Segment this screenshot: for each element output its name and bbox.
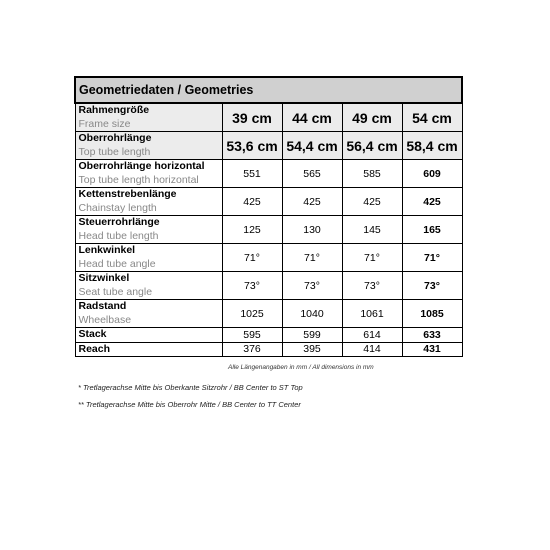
table-cell: 595 bbox=[222, 328, 282, 343]
row-label bbox=[75, 188, 222, 216]
table-cell: 71° bbox=[342, 244, 402, 272]
row-label bbox=[75, 216, 222, 244]
table-cell: 551 bbox=[222, 160, 282, 188]
row-label-de: Sitzwinkel bbox=[78, 272, 130, 284]
row-label-de: Steuerrohrlänge bbox=[78, 216, 160, 228]
table-cell: 1040 bbox=[282, 300, 342, 328]
top-tube-value: 56,4 cm bbox=[342, 132, 402, 160]
table-cell: 145 bbox=[342, 216, 402, 244]
table-cell: 73° bbox=[282, 272, 342, 300]
stack-row bbox=[75, 328, 462, 343]
row-label-en: Top tube length horizontal bbox=[78, 173, 199, 186]
table-cell: 425 bbox=[222, 188, 282, 216]
row-label-en: Seat tube angle bbox=[78, 285, 153, 298]
table-cell: 599 bbox=[282, 328, 342, 343]
table-cell: 609 bbox=[402, 160, 462, 188]
frame-size-value: 44 cm bbox=[282, 103, 342, 132]
table-cell: 425 bbox=[282, 188, 342, 216]
reach-label: Reach bbox=[75, 342, 222, 357]
table-row bbox=[75, 216, 462, 244]
table-row bbox=[75, 300, 462, 328]
frame-size-label bbox=[75, 103, 222, 132]
row-label-de: Radstand bbox=[78, 300, 127, 312]
table-cell: 431 bbox=[402, 342, 462, 357]
row-label-de: Kettenstrebenlänge bbox=[78, 188, 177, 200]
table-row bbox=[75, 244, 462, 272]
row-label bbox=[75, 160, 222, 188]
row-label bbox=[75, 300, 222, 328]
table-cell: 71° bbox=[282, 244, 342, 272]
top-tube-value: 54,4 cm bbox=[282, 132, 342, 160]
table-row bbox=[75, 272, 462, 300]
table-cell: 414 bbox=[342, 342, 402, 357]
top-tube-label-de: Oberrohrlänge bbox=[78, 132, 152, 144]
frame-size-value: 49 cm bbox=[342, 103, 402, 132]
row-label-en: Head tube angle bbox=[78, 257, 156, 270]
table-cell: 585 bbox=[342, 160, 402, 188]
table-row bbox=[75, 160, 462, 188]
table-cell: 125 bbox=[222, 216, 282, 244]
table-cell: 73° bbox=[342, 272, 402, 300]
row-label-en: Wheelbase bbox=[78, 313, 132, 326]
row-label bbox=[75, 272, 222, 300]
table-cell: 1085 bbox=[402, 300, 462, 328]
table-cell: 395 bbox=[282, 342, 342, 357]
table-cell: 425 bbox=[402, 188, 462, 216]
table-cell: 73° bbox=[402, 272, 462, 300]
row-label-de: Lenkwinkel bbox=[78, 244, 136, 256]
footnote-st-top: * Tretlagerachse Mitte bis Oberkante Sitzrohr / BB Center to ST Top bbox=[78, 383, 303, 392]
stack-label: Stack bbox=[75, 328, 222, 343]
units-note: Alle Längenangaben in mm / All dimensions in mm bbox=[228, 364, 374, 371]
row-label-de: Oberrohrlänge horizontal bbox=[78, 160, 205, 172]
table-cell: 1025 bbox=[222, 300, 282, 328]
top-tube-value: 58,4 cm bbox=[402, 132, 462, 160]
frame-size-row bbox=[75, 103, 462, 132]
top-tube-label-en: Top tube length bbox=[78, 145, 151, 158]
row-label-en: Head tube length bbox=[78, 229, 159, 242]
table-cell: 1061 bbox=[342, 300, 402, 328]
table-cell: 565 bbox=[282, 160, 342, 188]
frame-size-value: 39 cm bbox=[222, 103, 282, 132]
table-cell: 73° bbox=[222, 272, 282, 300]
frame-size-value: 54 cm bbox=[402, 103, 462, 132]
top-tube-label bbox=[75, 132, 222, 160]
top-tube-value: 53,6 cm bbox=[222, 132, 282, 160]
footnote-tt-center: ** Tretlagerachse Mitte bis Oberrohr Mitte / BB Center to TT Center bbox=[78, 400, 301, 409]
reach-row bbox=[75, 342, 462, 357]
table-cell: 633 bbox=[402, 328, 462, 343]
table-row bbox=[75, 188, 462, 216]
frame-size-label-de: Rahmengröße bbox=[78, 104, 150, 116]
table-cell: 165 bbox=[402, 216, 462, 244]
geometry-table bbox=[74, 76, 463, 357]
table-cell: 376 bbox=[222, 342, 282, 357]
table-cell: 130 bbox=[282, 216, 342, 244]
table-title: Geometriedaten / Geometries bbox=[75, 77, 462, 103]
table-cell: 71° bbox=[402, 244, 462, 272]
table-cell: 614 bbox=[342, 328, 402, 343]
frame-size-label-en: Frame size bbox=[78, 117, 131, 130]
row-label bbox=[75, 244, 222, 272]
table-cell: 71° bbox=[222, 244, 282, 272]
table-header-row bbox=[75, 77, 462, 103]
table-cell: 425 bbox=[342, 188, 402, 216]
row-label-en: Chainstay length bbox=[78, 201, 157, 214]
top-tube-row bbox=[75, 132, 462, 160]
